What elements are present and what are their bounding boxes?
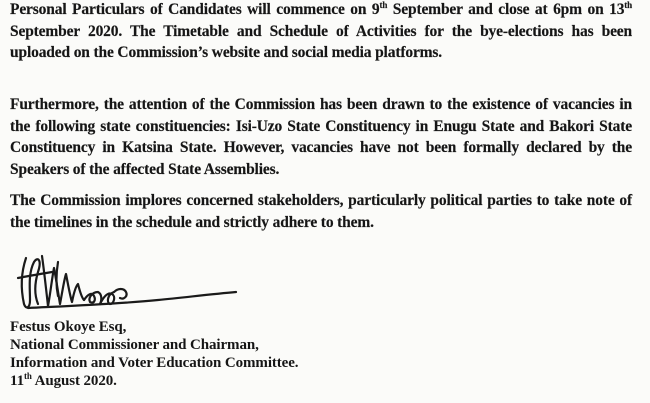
paragraph-vacancies: Furthermore, the attention of the Commission has been drawn to the existence of vacancies in the following state constituencies: Isi-Uzo State Constituency in Enugu State and Bakori State Constituency in Katsina State. However, vacancies have not been formally declared by the Speakers of the affected State Assemblies. bbox=[10, 96, 632, 178]
signatory-name: Festus Okoye Esq, bbox=[10, 319, 127, 335]
p1-ordinal-b: th bbox=[624, 0, 632, 10]
p1-ordinal-a: th bbox=[379, 0, 388, 10]
handwritten-signature bbox=[8, 248, 238, 316]
date-ordinal: th bbox=[23, 371, 32, 381]
date-rest: August 2020. bbox=[31, 373, 117, 389]
date-day: 11 bbox=[10, 373, 24, 389]
signatory-title-1: National Commissioner and Chairman, bbox=[10, 337, 259, 353]
signatory-title-2: Information and Voter Education Committee. bbox=[10, 355, 299, 371]
p1-text-b: September and close at 6pm on 13 bbox=[387, 1, 625, 18]
paragraph-stakeholders: The Commission implores concerned stakeholders, particularly political parties to take note of the timelines in the schedule and strictly adhere to them. bbox=[10, 192, 632, 231]
p1-text-c: September 2020. The Timetable and Schedule of Activities for the bye-elections has been uploaded on the Commission’s website and social media platforms. bbox=[10, 22, 632, 61]
paragraph-nomination-dates bbox=[10, 0, 632, 64]
signature-date bbox=[10, 372, 298, 390]
signature-block bbox=[10, 318, 298, 390]
p1-text-a: Personal Particulars of Candidates will commence on 9 bbox=[10, 1, 380, 18]
